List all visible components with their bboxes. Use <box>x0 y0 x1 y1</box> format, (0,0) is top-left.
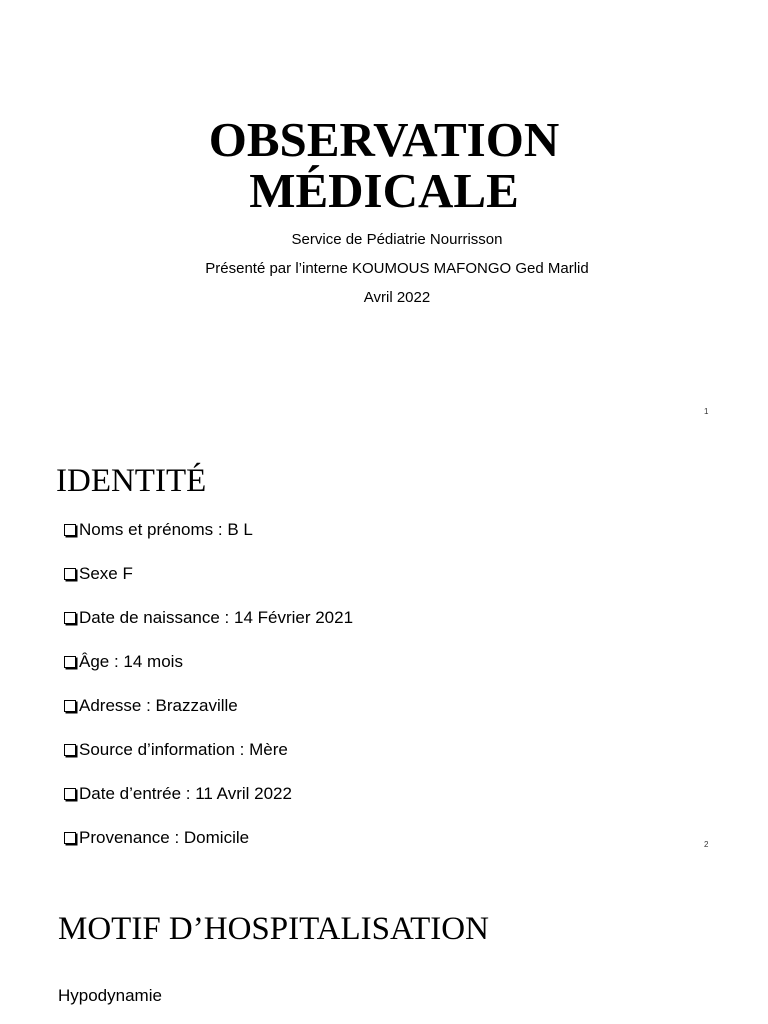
title-line-1: OBSERVATION <box>208 112 560 167</box>
page-number-1: 1 <box>704 407 709 416</box>
list-item <box>64 694 353 738</box>
checkbox-bullet-icon <box>64 656 76 668</box>
list-item <box>64 826 353 870</box>
checkbox-bullet-icon <box>64 788 76 800</box>
checkbox-bullet-icon <box>64 832 76 844</box>
checkbox-bullet-icon <box>64 612 76 624</box>
list-item <box>64 518 353 562</box>
list-item <box>64 606 353 650</box>
identity-sex: Sexe F <box>79 564 133 583</box>
list-item <box>64 738 353 782</box>
list-item <box>64 650 353 694</box>
page-number-2: 2 <box>704 840 709 849</box>
identity-origin: Provenance : Domicile <box>79 828 250 847</box>
checkbox-bullet-icon <box>64 524 76 536</box>
hospitalization-reason-heading: MOTIF D’HOSPITALISATION <box>58 911 489 947</box>
title-line-2: MÉDICALE <box>249 163 519 218</box>
identity-list <box>64 518 353 870</box>
hospitalization-reason: Hypodynamie <box>58 986 162 1005</box>
identity-source: Source d’information : Mère <box>79 740 288 759</box>
checkbox-bullet-icon <box>64 744 76 756</box>
identity-heading: IDENTITÉ <box>56 463 207 499</box>
list-item <box>64 782 353 826</box>
checkbox-bullet-icon <box>64 700 76 712</box>
identity-name: Noms et prénoms : B L <box>79 520 253 539</box>
identity-address: Adresse : Brazzaville <box>79 696 238 715</box>
identity-birthdate: Date de naissance : 14 Février 2021 <box>79 608 354 627</box>
service-name: Service de Pédiatrie Nourrisson <box>291 231 503 248</box>
presentation-date: Avril 2022 <box>363 289 431 306</box>
checkbox-bullet-icon <box>64 568 76 580</box>
presenter-line: Présenté par l’interne KOUMOUS MAFONGO Ged Marlid <box>205 260 589 277</box>
list-item <box>64 562 353 606</box>
identity-age: Âge : 14 mois <box>79 652 183 671</box>
document-title <box>0 114 768 216</box>
identity-admission-date: Date d’entrée : 11 Avril 2022 <box>79 784 292 803</box>
